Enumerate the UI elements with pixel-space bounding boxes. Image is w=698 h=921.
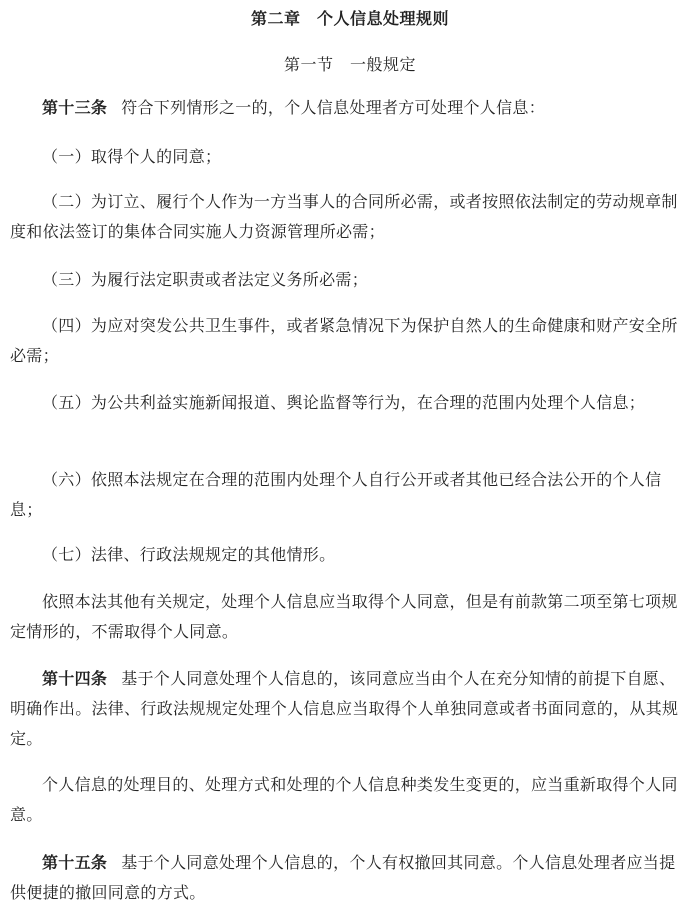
chapter-title: 第二章 个人信息处理规则: [250, 9, 449, 28]
section-title: 第一节 一般规定: [283, 55, 416, 74]
article-number: 第十三条: [42, 98, 108, 117]
article-paragraph: 依照本法其他有关规定，处理个人信息应当取得个人同意，但是有前款第二项至第七项规定情形的，不需取得个人同意。: [10, 592, 678, 641]
article-paragraph: 个人信息的处理目的、处理方式和处理的个人信息种类发生变更的，应当重新取得个人同意。: [10, 775, 678, 824]
list-item: （七）法律、行政法规规定的其他情形。: [42, 545, 336, 564]
article-15: [10, 848, 690, 908]
article-13: [10, 93, 690, 123]
article-number: 第十五条: [42, 853, 108, 872]
article-number: 第十四条: [42, 669, 108, 688]
article-text: 符合下列情形之一的，个人信息处理者方可处理个人信息：: [121, 98, 546, 117]
article-text: 基于个人同意处理个人信息的，该同意应当由个人在充分知情的前提下自愿、明确作出。法律、行政法规规定处理个人信息应当取得个人单独同意或者书面同意的，从其规定。: [10, 669, 679, 748]
list-item: （五）为公共利益实施新闻报道、舆论监督等行为，在合理的范围内处理个人信息；: [42, 393, 646, 412]
list-item: （二）为订立、履行个人作为一方当事人的合同所必需，或者按照依法制定的劳动规章制度和依法签订的集体合同实施人力资源管理所必需；: [10, 192, 678, 241]
list-item: （六）依照本法规定在合理的范围内处理个人自行公开或者其他已经合法公开的个人信息；: [10, 470, 662, 519]
article-text: 基于个人同意处理个人信息的，个人有权撤回其同意。个人信息处理者应当提供便捷的撤回同意的方式。: [10, 853, 676, 902]
list-item: （四）为应对突发公共卫生事件，或者紧急情况下为保护自然人的生命健康和财产安全所必需；: [10, 316, 678, 365]
article-14: [10, 664, 690, 754]
list-item: （一）取得个人的同意；: [42, 147, 222, 166]
list-item: （三）为履行法定职责或者法定义务所必需；: [42, 270, 369, 289]
